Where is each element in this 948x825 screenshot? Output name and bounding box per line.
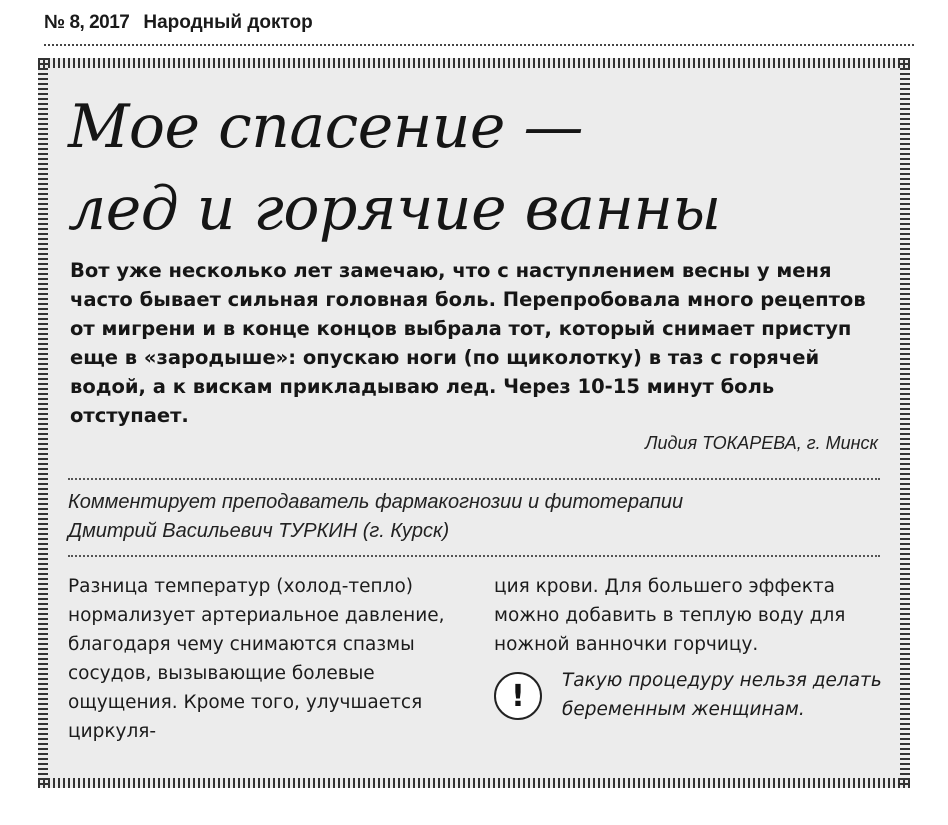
expert-comment-intro (68, 488, 888, 546)
reader-letter: Вот уже несколько лет замечаю, что с наступлением весны у меня часто бывает сильная головная боль. Перепробовала много рецептов от мигрени и в конце концов выбрала тот, который снимает приступ еще в «зародыше»: опускаю ноги (по щиколотку) в таз с горячей водой, а к вискам прикладываю лед. Через 10-15 минут боль отступает. (70, 259, 866, 427)
exclamation-icon: ! (494, 672, 542, 720)
box-border-right (900, 58, 910, 788)
dotted-divider-bottom (68, 555, 880, 557)
box-border-left (38, 58, 48, 788)
dotted-divider-top (68, 478, 880, 480)
header-divider (44, 44, 914, 46)
body-right-text: ция крови. Для большего эффекта можно добавить в теплую воду для ножной ванночки горчицу. (494, 576, 846, 655)
warning-note (494, 666, 894, 756)
title-line-1: Мое спасение — (68, 92, 584, 162)
body-column-left: Разница температур (холод-тепло) нормализует артериальное давление, благодаря чему снимаются спазмы сосудов, вызывающие болевые ощущения. Кроме того, улучшается циркуля- (68, 576, 445, 742)
title-line-2: лед и горячие ванны (68, 174, 721, 244)
comment-line-1: Комментирует преподаватель фармакогнозии и фитотерапии (68, 491, 684, 513)
comment-line-2: Дмитрий Васильевич ТУРКИН (г. Курск) (68, 520, 450, 542)
issue-number: № 8, 2017 (44, 12, 130, 33)
publication-name: Народный доктор (143, 12, 313, 33)
box-border-top (38, 58, 910, 68)
letter-author: Лидия ТОКАРЕВА, г. Минск (645, 433, 878, 453)
box-border-bottom (38, 778, 910, 788)
article-title (68, 86, 868, 250)
article-box (38, 58, 910, 788)
page-header (44, 12, 313, 42)
warning-text: Такую процедуру нельзя делать беременным женщинам. (562, 670, 882, 720)
body-column-right (494, 572, 886, 659)
